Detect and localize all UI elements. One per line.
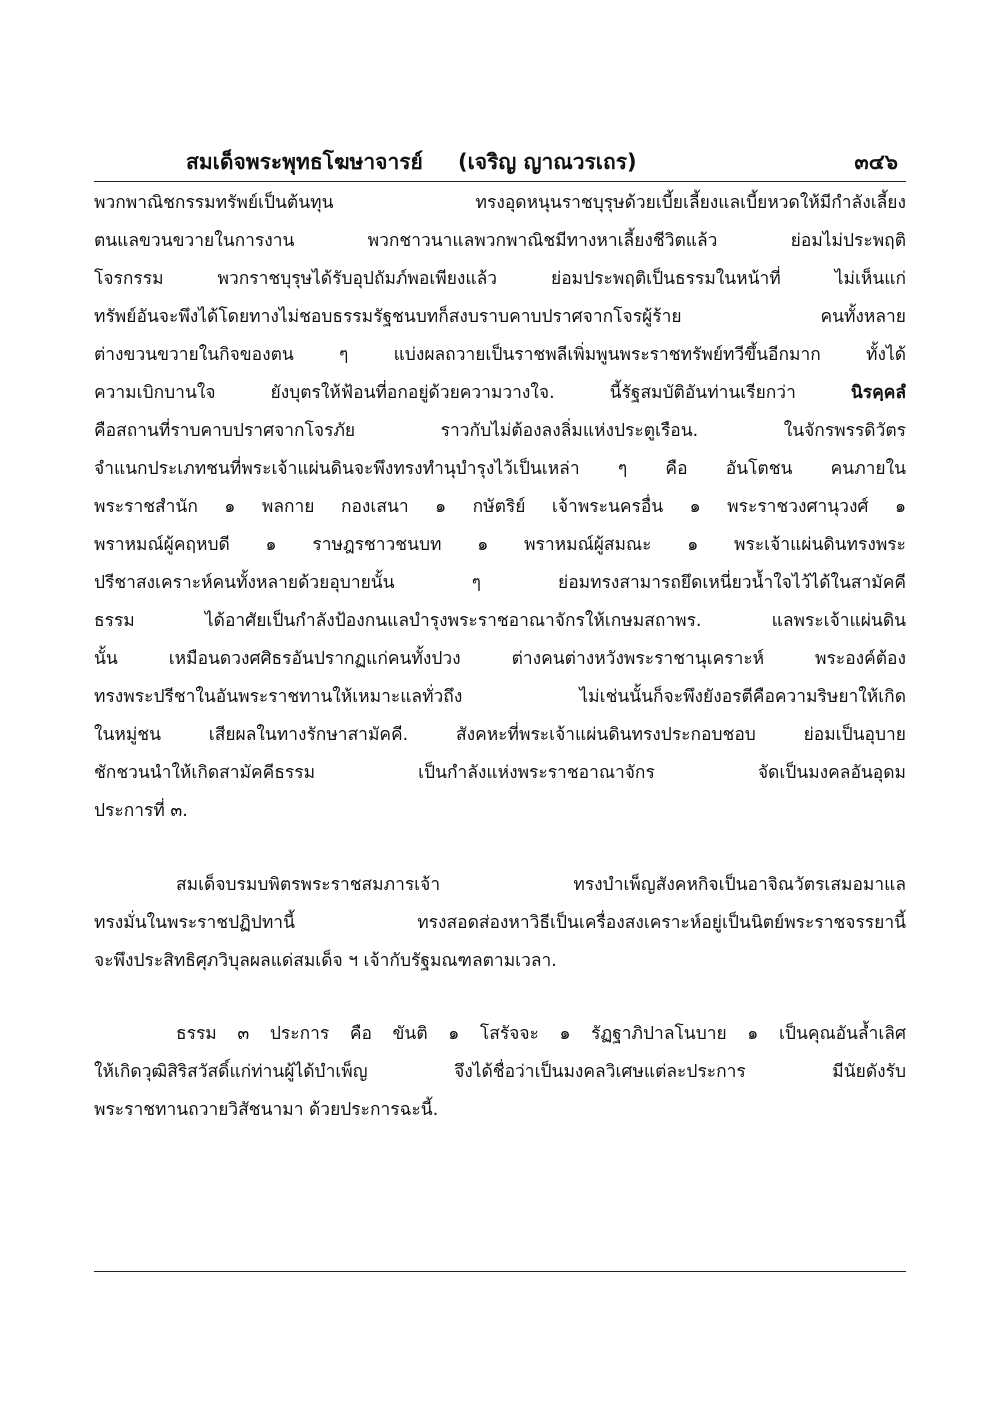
body-line: โจรกรรม พวกราชบุรุษได้รับอุปถัมภ์พอเพียงแล้ว ย่อมประพฤติเป็นธรรมในหน้าที่ ไม่เห็นแก่ [94, 269, 906, 289]
page-number: ๓๔๖ [854, 150, 898, 174]
body-line: ต่างขวนขวายในกิจของตน ๆ แบ่งผลถวายเป็นราชพลีเพิ่มพูนพระราชทรัพย์ทวีขึ้นอีกมาก ทั้งได้ [94, 345, 906, 365]
body-line: สมเด็จบรมบพิตรพระราชสมภารเจ้า ทรงบำเพ็ญสังคหกิจเป็นอาจิณวัตรเสมอมาแล [176, 875, 906, 895]
body-line-text: ความเบิกบานใจ ยังบุตรให้ฟ้อนที่อกอยู่ด้วยความวางใจ. นี้รัฐสมบัติอันท่านเรียกว่า [94, 383, 796, 403]
body-line: ตนแลขวนขวายในการงาน พวกชาวนาแลพวกพาณิชมีทางหาเลี้ยงชีวิตแล้ว ย่อมไม่ประพฤติ [94, 231, 906, 251]
body-line: ให้เกิดวุฒิสิริสวัสดิ์แก่ท่านผู้ได้บำเพ็ญ จึงได้ชื่อว่าเป็นมงคลวิเศษแต่ละประการ มีนัยดังรับ [94, 1062, 906, 1082]
body-line: ปรีชาสงเคราะห์คนทั้งหลายด้วยอุบายนั้น ๆ ย่อมทรงสามารถยึดเหนี่ยวน้ำใจไว้ได้ในสามัคคี [94, 573, 906, 593]
body-line: ธรรม ๓ ประการ คือ ขันติ ๑ โสรัจจะ ๑ รัฏฐาภิปาลโนบาย ๑ เป็นคุณอันล้ำเลิศ [176, 1024, 906, 1044]
footer-rule [94, 1271, 906, 1272]
body-line: นั้น เหมือนดวงศศิธรอันปรากฏแก่คนทั้งปวง ต่างคนต่างหวังพระราชานุเคราะห์ พระองค์ต้อง [94, 649, 906, 669]
body-line: ชักชวนนำให้เกิดสามัคคีธรรม เป็นกำลังแห่งพระราชอาณาจักร จัดเป็นมงคลอันอุดม [94, 763, 906, 783]
body-line: พระราชสำนัก ๑ พลกาย กองเสนา ๑ กษัตริย์ เจ้าพระนครอื่น ๑ พระราชวงศานุวงศ์ ๑ [94, 497, 906, 517]
body-line: ประการที่ ๓. [94, 801, 188, 821]
header-subtitle: (เจริญ ญาณวรเถร) [458, 150, 637, 174]
body-line: พราหมณ์ผู้คฤหบดี ๑ ราษฎรชาวชนบท ๑ พราหมณ์ผู้สมณะ ๑ พระเจ้าแผ่นดินทรงพระ [94, 535, 906, 555]
pali-term: นิรคฺคลํ [850, 383, 906, 403]
body-line: ในหมู่ชน เสียผลในทางรักษาสามัคคี. สังคหะที่พระเจ้าแผ่นดินทรงประกอบชอบ ย่อมเป็นอุบาย [94, 725, 906, 745]
body-line: ทรงพระปรีชาในอันพระราชทานให้เหมาะแลทั่วถึง ไม่เช่นนั้นก็จะพึงยังอรตีคือความริษยาให้เกิด [94, 687, 906, 707]
body-line: ทรงมั่นในพระราชปฏิปทานี้ ทรงสอดส่องหาวิธีเป็นเครื่องสงเคราะห์อยู่เป็นนิตย์พระราชจรรยานี้ [94, 913, 906, 933]
body-line: จะพึงประสิทธิศุภวิบุลผลแด่สมเด็จ ฯ เจ้ากับรัฐมณฑลตามเวลา. [94, 951, 557, 971]
page-header [94, 146, 906, 182]
header-rule [94, 181, 906, 182]
body-line: ธรรม ได้อาศัยเป็นกำลังป้องกนแลบำรุงพระราชอาณาจักรให้เกษมสถาพร. แลพระเจ้าแผ่นดิน [94, 611, 906, 631]
body-line [94, 376, 906, 410]
header-title: สมเด็จพระพุทธโฆษาจารย์ [186, 150, 423, 174]
body-line: พระราชทานถวายวิสัชนามา ด้วยประการฉะนี้. [94, 1100, 439, 1120]
body-line: ทรัพย์อันจะพึงได้โดยทางไม่ชอบธรรมรัฐชนบทก็สงบราบคาบปราศจากโจรผู้ร้าย คนทั้งหลาย [94, 307, 906, 327]
body-line: พวกพาณิชกรรมทรัพย์เป็นต้นทุน ทรงอุดหนุนราชบุรุษด้วยเบี้ยเลี้ยงแลเบี้ยหวดให้มีกำลังเลี้ยง [94, 193, 906, 213]
body-line: จำแนกประเภทชนที่พระเจ้าแผ่นดินจะพึงทรงทำนุบำรุงไว้เป็นเหล่า ๆ คือ อันโตชน คนภายใน [94, 459, 906, 479]
body-line: คือสถานที่ราบคาบปราศจากโจรภัย ราวกับไม่ต้องลงลิ่มแห่งประตูเรือน. ในจักรพรรดิวัตร [94, 421, 906, 441]
